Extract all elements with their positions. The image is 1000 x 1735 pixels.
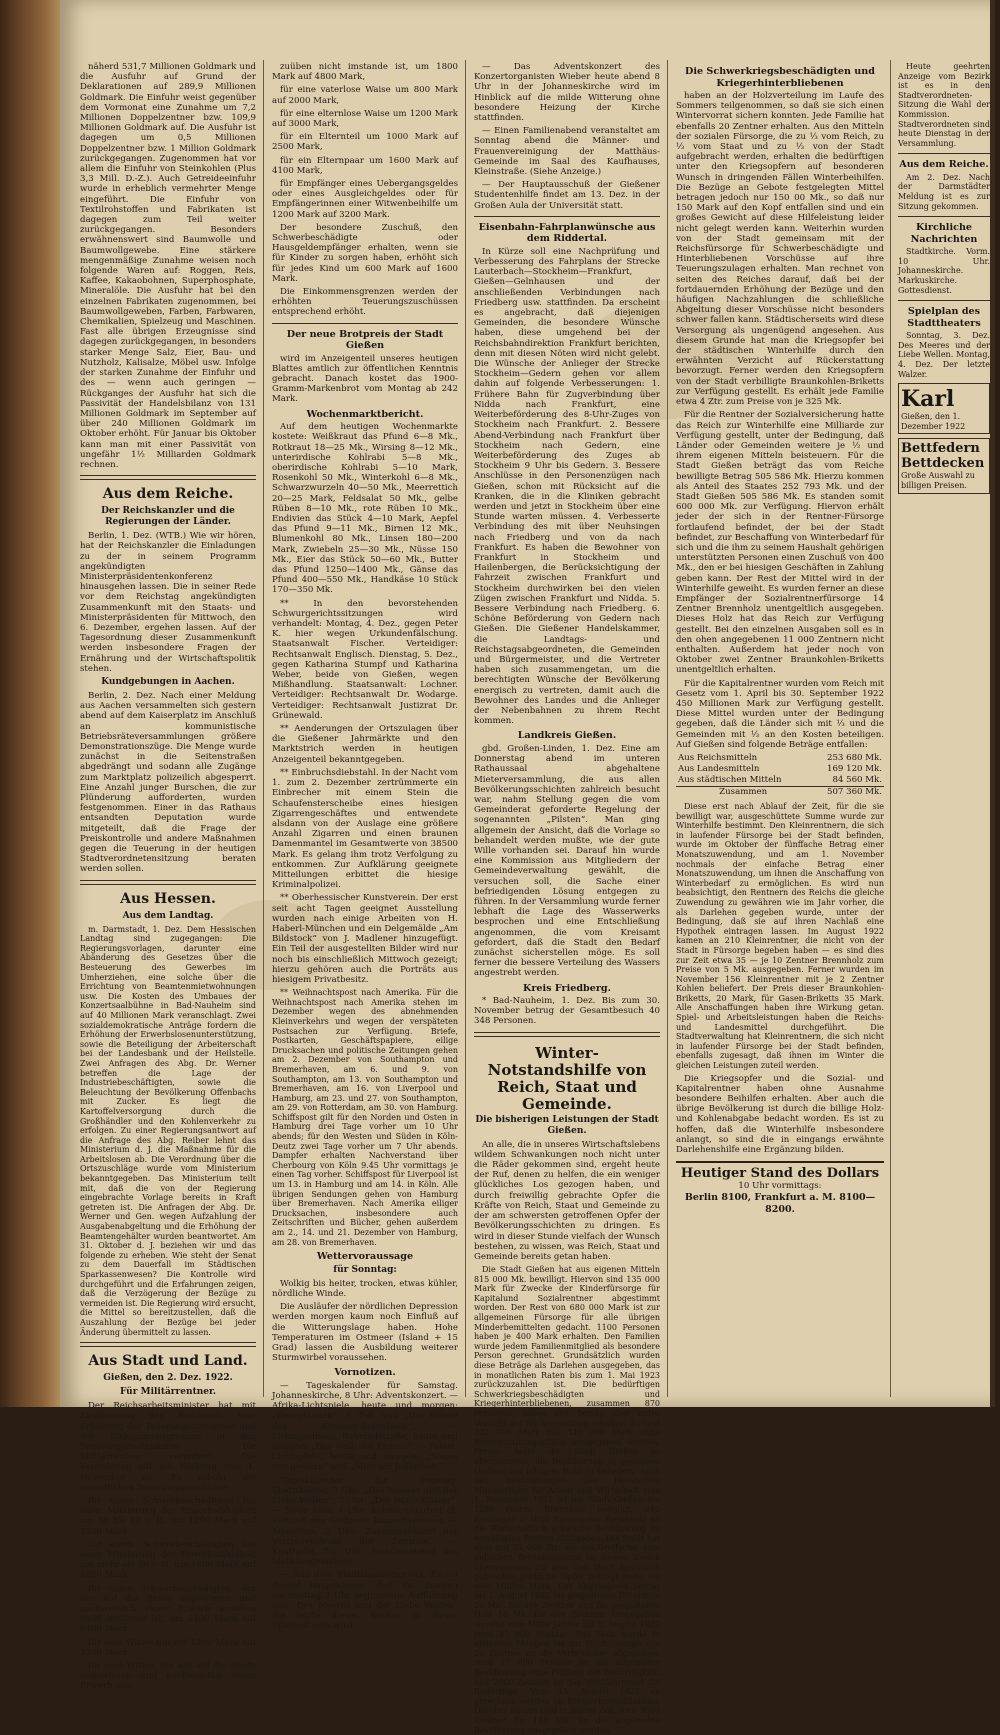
column-rule [263,60,264,1397]
dollar-rate-time: 10 Uhr vormittags: [738,1181,822,1192]
article-tageskalender-samstag: — Tageskalender für Samstag. Johanneskirche, 8 Uhr: Adventskonzert. — Afrika-Lichtspiele, heute und morgen: „Rezeptsaiten“, 5 Teil, und „Die Würde des Kammer-Scharbach“. — Lichtspielhaus, Bahnhofstraße, heute und morgen: „Das Weib des Pharao“. — Palast-Lichtspiele, heute und morgen: „Sonne von gestern“ und „Alles um Jeffischen“. [272,1380,458,1473]
table-cell-label: Aus Reichsmitteln [678,753,758,763]
article-militaerrentner-item: für ein Elternpaar um 1600 Mark auf 4100 Mark, [272,155,458,176]
article-fahrplanwuensche: In Kürze soll eine Nachprüfung und Verbesserung des Fahrplans der Strecke Lauterbach—Stockheim—Frankfurt, Gießen—Gelnhausen und der anschließenden Verbindungen nach Friedberg usw. stattfinden. Da erscheint es angebracht, daß diejenigen Gemeinden, die besondere Wünsche haben, diese umgehend bei der Reichsbahndirektion Frankfurt berichten, denn mit diesen Nöten wird nicht gelebt. Die Wünsche der Anlieger der Strecke Stockheim—Gedern gehen vor allem dahin auf folgende Verbesserungen: 1. Frühere Bahn für Zugverbindung über Nidda nach Frankfurt, eine Weiterbeförderung des 8-Uhr-Zuges von Stockheim nach Frankfurt. 2. Bessere Abend-Verbindung nach Frankfurt über Stockheim nach Gedern, eine Weiterbeförderung des Zuges ab Stockheim 9 Uhr bis Gedern. 3. Bessere Anschlüsse in den Personenzügen nach Gießen, schon mit Rücksicht auf die Kranken, die in die Kliniken gebracht werden und jetzt in Stockheim über eine Stunde warten müssen. 4. Verbesserte Verbindung des mit über Neuhsingen nach Friedberg und von da nach Frankfurt. Es haben die Bewohner von Frankfurt in Stockheim und Hailenbergen, die Berücksichtigung der Fahrzeit zwischen Frankfurt und Stockheim durchwirken bei den vielen Zügen zwischen Frankfurt und Nidda. 5. Bessere Verbindung nach Friedberg. 6. Schöne Beförderung von Gedern nach Gießen. Die Gießener Handelskammer, die Landtags- und Reichstagsabgeordneten, die Gemeinden und Bürgermeister, und die Vertreter haben sich zusammengetan, um die berechtigten Wünsche der Bevölkerung energisch zu vertreten, damit auch die Bewohner des Landes und die Anlieger der Nebenbahnen zu ihrem Recht kommen. [474,246,660,727]
article-weihnachtspost: ** Weihnachtspost nach Amerika. Für die Weihnachtspost nach Amerika stehen im Dezember wegen des abnehmenden Kleinverkehrs und wegen der verspäteten Postsachen zur Verfügung. Briefe, Postkarten, Geschäftspapiere, eilige Drucksachen und politische Zeitungen gehen am 2. Dezember von Southampton und Bremerhaven, am 6. und 9. von Southampton, am 13. von Southampton und Bremerhaven, am 16. von Liverpool und Hamburg, am 23. und 27. von Southampton, am 29. von Rotterdam, am 30. von Hamburg. Schiffspost gilt für den Norden und Osten in Hamburg drei Tage vorher um 10 Uhr abends; für den Westen und Süden in Köln-Deutz zwei Tage vorher um 7 Uhr abends. Dampfer erhalten Nachverstand über Cherbourg von Köln 9.45 Uhr vormittags je einen Tag vorher. Schiffspost für Liverpool ist um 13. in Hamburg und am 14. in Köln. Alle übrigen Sendungen gehen von Hamburg über Bremerhaven. Nach Amerika eiliger Drucksachen, insbesondere auch Zeitschriften und Bücher, gehen außerdem am 2., 14. und 21. Dezember von Hamburg, am 28. von Bremerhaven. [272,988,458,1247]
article-winterhilfe-stadt: Die Stadt Gießen hat aus eigenen Mitteln 815 000 Mk. bewilligt. Hiervon sind 135 000 Mark für Zwecke der Kinderfürsorge für Kapitalund Sozialrentner abgestimmt worden. Der Rest von 680 000 Mark ist zur allgemeinen Fürsorge für alle übrigen Minderbemittelten gedacht. 1100 Personen haben je 400 Mark erhalten. Den Familien wurde jedem Familienmitglied als besondere Person gerechnet. Grundsätzlich wurden diese Beträge als Darlehen ausgegeben, das in monatlichen Raten bis zum 1. Mai 1923 zurückzuzahlen ist. Die bedürftigen Schwerkriegsbeschädigten und Kriegerhinterbliebenen, zusammen 870 Personen, haben den Betrag aber unter Verzicht auf Rückerstattung erhalten. Es sind 332 000 Mark mit 348 000 Mark ohne Rückerstattungspflicht ausgegeben worden. Ferner hatte die Stadt Gießen es übernommen, die Bevölkerung in gewissem Umfang mit billigem Holz zu beliefern. Auch den Bestimmungen des Hessischen Ministeriums für Arbeit und Wirtschaft vom 1. November 1921 ist die Stadt Gießen bei 1280 Festm. Brennholz beteiligt, 640 Festmeter = 1050 Raummeter Brennholz an die Wirtschaftlich schwache Bevölkerung zu ermäßigten Preisen abzugeben. Die Stadt hat aber nur 31 000 Ztr., als das Dreifache, zum jüdischen Brennholzstand zu diesem Zweck übernommen. Zu dem der Stadt hierdurch gebrachte geldliche Opfer beträgt mehr als eine Million Mark. Der Abgabepreis betrug bis 1. August 1922 für gespaltenes Brennholz 20 Mk., für den Zentner und für gespaltenes Holz 18 Mk. für den Zentner. Ausgegeben wurden vom Mitte Januar bis 1. August 1922 rund 41 000 Zentner. Das Holz wurde in kleineren Mengen bis zur Höchstmenge von 20 Zentner an die Verbraucher abgegeben, rund 17 000 Zentner an die allgemeine Bevölkerung ohne Prüfung der Bedürftigkeit, und 2000 Zentner an das Wohlfahrtsamt für Bedürftige. Vom 15. August 1922 ab gerechnet werden an Kriegerhinterbliebene, Darüber hinaus sind in letzter Zeit noch 3600 Zentner für 140 Mk. an die allgemeine Bevölkerung ausgegeben worden. [474,1265,660,1735]
dollar-rate-box [676,1161,884,1216]
article-sozialrentner: Für die Rentner der Sozialversicherung hatte das Reich zur Winterhilfe eine Milliarde zur Verfügung gestellt, unter der Bedingung, daß Länder oder Gemeinden weitere je ½ und ihrem eigenen Mitteln beisteuern. Für die Stadt Gießen beträgt das vom Reiche bewilligte Betrag 505 586 Mk. Hierzu kommen als Anteil des Staates 252 793 Mk. und der Stadt Gießen 505 586 Mk. Es standen somit 600 000 Mk. zur Verfügung. Hiervon erhält jeder der sich in der Rentner-Fürsorge fortlaufend befindet, der bei der Stadt befindet, zur Beschaffung von Winterbedarf für sich und die ihm zu seinem Haushalt gehörigen unterstützten Personen einen Zuschuß von 400 Mk., den er bei hiesigen Geschäften in Zahlung geben kann. Der Rest der Mittel wird in der Winterhilfe geweiht. Es wurden ferner an diese Empfänger der Sozialrentnerfürsorge 14 Zentner Brennholz unentgeltlich ausgegeben. Dieses Holz hat das Reich zur Verfügung gestellt. Bei den einzelnen Ausgaben soll es in den ohen angegebenen 11 000 Zentnern nicht enthalten. Außerdem hat jeder noch von Oktober zwei Zentner Braunkohlen-Briketts unentgeltlich erhalten. [676,410,884,676]
article-einbruch: ** Einbruchsdiebstahl. In der Nacht vom 1. zum 2. Dezember zertrümmerte ein Einbrecher mit einem Stein die Schaufensterscheibe eines hiesigen Zigarrengeschäftes und entwendete alsdann von der Auslage eine größere Anzahl Zigarren und einen braunen Damenmantel im Gesamtwerte von 38500 Mark. Es gelang ihm trotz Verfolgung zu entkommen. Zur Aufklärung geeignete Mitteilungen erbittet die hiesige Kriminalpolizei. [272,767,458,891]
heading-aus-dem-reiche: Aus dem Reiche. [102,486,234,503]
ad-headline: Bettfedern Bettdecken [901,441,985,472]
table-cell-value: 169 120 Mk. [826,764,882,774]
divider [898,300,990,301]
subheading-aachen: Kundgebungen in Aachen. [101,676,235,687]
dollar-rate-values: Berlin 8100, Frankfurt a. M. 8100—8200. [684,1192,876,1216]
table-row [676,775,884,787]
dateline: Gießen, den 2. Dez. 1922. [103,1373,233,1384]
table-total-row [676,787,884,799]
article-militaerrentner-item: für eine Witwe, die nur auf die Rente angewiesen und nachweislich einen Erwerb aus- [80,1661,256,1692]
book-binding [0,0,60,1407]
table-cell-label: Aus Landesmitteln [678,764,760,774]
heading-kreis-friedberg: Kreis Friedberg. [523,982,611,994]
divider [80,475,256,480]
divider [80,1342,256,1347]
article-schwurgericht: ** In den bevorstehenden Schwurgerichtssitzungen wird verhandelt: Montag, 4. Dez., gegen Peter K. hier wegen Urkundenfälschung. Staatsanwalt Fischer. Verteidiger: Rechtsanwalt Englisch. Dienstag, 5. Dez., gegen Katharina Stumpf und Katharina Weber, beide von Gießen, wegen Mißhandlung. Staatsanwalt: Lochner. Verteidiger: Rechtsanwalt Dr. Wodarge. Verteidiger: Rechtsanwalt Justizrat Dr. Grünewald. [272,598,458,721]
column-3 [474,62,660,1735]
subheading-landtag: Aus dem Landtag. [122,910,214,921]
divider [474,216,660,217]
article-berlin: Berlin, 1. Dez. (WTB.) Wie wir hören, hat der Reichskanzler die Einladungen zu der in seinem Programm angekündigten Ministerpräsidentenkonferenz hinausgehen lassen. Die in seiner Rede vor dem Reichstag angekündigten Zusammenkunft mit den Staats- und Ministerpräsidenten für Mittwoch, den 6. Dezember, ergehen lassen. Auf der Tagesordnung dieser Zusammenkunft werden insbesondere Fragen der Ernährung und der Wirtschaftspolitik stehen. [80,531,256,674]
advertisement [898,383,990,434]
budget-table [676,753,884,798]
heading-aus-hessen: Aus Hessen. [120,890,216,907]
article-landtag: m. Darmstadt, 1. Dez. Dem Hessischen Landtag sind zugegangen: Die Regierungsvorlagen, darunter eine Abänderung des Gesetzes über die Besteuerung des Gewerbes im Umherziehen, eine solche über die Errichtung von Beamtenmietwohnungen usw. Die Kosten des Umbaues der Konzertsaalbühne in Bad-Nauheim sind auf 40 Millionen Mark veranschlagt. Zwei sozialdemokratische Anträge fordern die Erhöhung der Erwerbslosenunterstützung, sowie die Beteiligung der Arbeiterschaft bei der Landesbank und der Heilstelle. Zwei Anfragen des Abg. Dr. Werner betreffen die Lage der Industriebeschäftigten, sowie die Beleuchtung der Bevölkerung Offenbachs mit Zucker. Es liegt die Kartoffelversorgung durch die Großhändler und den Kohlenverkehr zu erfolgen. Zu einer Regierungsantwort auf die Anfrage des Abg. Reiber lehnt das Ministerium d. J. die Maßnahme für die Arbeitslosen ab. Die Verordnung über die Ortszuschläge wurde vom Ministerium bekanntgegeben. Das Ministerium teilt mit, daß die von der Regierung eingebrachte Vorlage bereits in Kraft getreten ist. Die Anfragen der Abg. Dr. Werner und Gen. wegen Aufzahlung der Ausgabenabgeltung und die Erhöhung der Beamtengehälter wurden beantwortet. Am 31. Oktober d. J. beziehen wir und das folgende zu erheben. Wie steht der Senat zu dem Dauerfall im Städtischen Sparkassenwesen? Die Kontrolle wird durchgeführt und die Erfahrungen zeigen, daß die Verzögerung der Bezüge zu vermeiden ist. Die Regierung wird ersucht, die Mittel so bereitzustellen, daß die Auszahlung der Bezüge bei jeder Änderung übermittelt zu lassen. [80,924,256,1337]
article-kriegsopfer: Die Kriegsopfer und die Sozial- und Kapitalrentner haben ohne Ausnahme besondere Beihilfen erhalten. Aber auch die übrige Bevölkerung ist durch die billige Holz- und Kohlenabgabe bedacht worden. Es ist zu hoffen, daß die Winterhilfe insbesondere anlangt, so sind die in eingangs erwähnte Darlehenshilfe eine Ergänzung bilden. [676,1073,884,1156]
divider [474,1032,660,1037]
table-cell-label: Aus städtischen Mitteln [678,775,782,785]
table-cell-label: Zusammen [676,787,810,799]
column-5 [898,62,990,1399]
article-stadttheater: — Aus dem Stadttheaterbureau. Es sei darauf hingewiesen, daß die morgen nachmittag 3 Uhr beginnende Aufführung von „Des Meeres und der Liebe Wellen“ die letzte dieses Werkes in dieser Spielzeit sein wird. [272,1570,458,1632]
table-row [676,753,884,764]
divider [898,153,990,154]
article-schwerkriegsbeschaedigte: haben an der Holzverteilung im Laufe des Sommers teilgenommen, so daß sie sich einen Wintervorrat sichern konnten. Jede Familie hat ebenfalls 20 Zentner erhalten. Aus den Mitteln der sozialen Fürsorge, die zu ⅓ vom Reich, zu ⅓ vom Staat und zu ⅓ von der Stadt aufgebracht werden, erhalten die bedürftigen unter den Kriegsopfern auf besonderen Wunsch in dringenden Fällen Winterbeihilfen. Die Bezüge an Gebote festgelegten Mittel betragen jedoch nur 150 00 Mk., so daß nur 150 Mark auf den Kopf entfallen sind und ein großes Gewicht auf diese Hilfeleistung leider nicht gelegt werden kann. Weiterhin wurden von der Stadt gemeinsam mit der Reichsfürsorge für Schwerbeschädigte und Hinterbliebenen Vorschüsse auf ihre Teuerungszulagen erhalten. Man rechnet von seiten des Reiches darauf, daß bei der fortdauernden Erhöhung der Bezüge und den häufigen Nachzahlungen die schließliche Abgeltung dieser Vorschüsse nicht besonders schwer fallen kann. Städtischerseits wird diese Versorgung als ungenügend angesehen. Aus diesem Grunde hat man die Kriegsopfer bei der städtischen Winterhilfe durch den erwähnten Verzicht auf Rückerstattung bevorzugt. Ferner werden den Kriegsopfern von der Stadt verbilligte Braunkohlen-Briketts zur Verfügung gestellt. Es erhält jede Familie etwa 4 Ztr. zum Preise von je 325 Mk. [676,91,884,408]
column-4 [676,62,884,1399]
article-kunstverein: ** Oberhessischer Kunstverein. Der erst seit acht Tagen geeignet Ausstellung wurden nach einige Arbeiten von H. Haberl-München und ein Delgemälde „Am Bildstock“ von J. Madlener hinzugefügt. Ein Teil der ausgestellten Bilder wird nur noch bis einschließlich Mittwoch gezeigt; hierzu gehören auch die Porträts aus hiesigem Privatbesitz. [272,893,458,985]
heading-vornotizen: Vornotizen. [334,1367,396,1379]
column-rule [465,60,466,1397]
page-edge [990,0,995,1407]
heading-winter-notstandshilfe: Winter-Notstandshilfe von Reich, Staat und Gemeinde. [487,1043,647,1113]
heading-schwerkriegsbeschaedigte: Die Schwerkriegsbeschädigten und Kriegerhinterbliebenen [685,66,875,89]
article-militaerrentner-item: für Empfänger eines Uebergangsgeldes oder eines Ausgleichgeldes oder für Empfängerinnen einer Witwenbeihilfe um 1200 Mark auf 3200 Mark. [272,179,458,220]
heading-fahrplanwuensche: Eisenbahn-Fahrplanwünsche aus dem Riddertal. [478,221,656,245]
heading-fragment: Aus dem Reiche. [899,159,989,171]
heading-spielplan: Spielplan des Stadttheaters [907,306,981,329]
article-militaerrentner-item: für ein Elternteil um 1000 Mark auf 2500 Mark, [272,132,458,153]
article-militaerrentner-item: Die Einkommensgrenzen werden der erhöhten Teuerungszuschüssen entsprechend erhöht. [272,287,458,318]
article-militaerrentner-item: für einen Schwerbeschädigten bei einer Minderung der Erwerbsfähigkeit um 50 bis 80 v. H. um 1200 Mark auf 3200 Mark, [80,1495,256,1537]
article-bad-nauheim: * Bad-Nauheim, 1. Dez. Bis zum 30. November betrug der Gesamtbesuch 40 348 Personen. [474,996,660,1027]
article-kapitalrentner: Für die Kapitalrentner wurden vom Reich mit Gesetz vom 1. April bis 30. September 1922 450 Millionen Mark zur Verfügung gestellt. Diese Mittel wurden unter der Bedingung gegeben, daß die Länder sich mit ⅓ und die Gemeinden mit ⅓ an den Kosten beteiligen. Auf Gießen sind folgende Beträge entfallen: [676,678,884,750]
article-winterhilfe: An alle, die in unseres Wirtschaftslebens wildem Schwankungen noch nicht unter die Räder gekommen sind, ergeht heute der Ruf, denen zu helfen, die ein weniger glückliches Los gezogen haben, und durch freiwillig gebrachte Opfer die Kräfte von Reich, Staat und Gemeinde zu der am schwersten getroffenen Opfer der Bevölkerungsschichten zu dringen. Es wird in dieser Stunde vielfach der Wunsch bestehen, zu wissen, was Reich, Staat und Gemeinde bereits getan haben. [474,1139,660,1262]
advertisement [898,438,990,493]
article-wochenmarkt: Auf dem heutigen Wochenmarkte kostete: Weißkraut das Pfund 6—8 Mk., Rotkraut 18—25 Mk., Wirsing 8—12 Mk., unterirdische Kohlrabi 5—8 Mk., oberirdische Kohlrabi 5—10 Mark, Rosenkohl 50 Mk., Winterkohl 6—8 Mk., Schwarzwurzeln 40—50 Mk., Meerrettich 20—25 Mark, Feldsalat 50 Mk., gelbe Rüben 8—10 Mk., rote Rüben 10 Mk., Endivien das Stück 4—10 Mark, Aepfel das Pfund 9—11 Mk., Birnen 12 Mk., Blumenkohl 80 Mk., Linsen 180—200 Mark, Zwiebeln 25—30 Mk., Nüsse 150 Mk., Eier das Stück 50—60 Mk., Butter das Pfund 1250—1400 Mk., Gänse das Pfund 400—550 Mk., Handkäse 10 Stück 170—350 Mk. [272,422,458,596]
article-studentenhilfe: — Der Hauptausschuß der Gießener Studentenhilfe findet am 13. Dez. in der Großen Aula der Universität statt. [474,180,660,211]
article-kleinrentner: Diese erst nach Ablauf der Zeit, für die sie bewilligt war, ausgeschüttete Summe wurde zur Winterhilfe bestimmt. Den Kleinrentnern, die sich in laufender Fürsorge bei der Stadt befinden, wurde im Oktober der fünffache Betrag einer Monatszuwendung, und am 1. November nochmals der einfache Betrag einer Monatszuwendung, um ihnen die Anschaffung von Winterbedarf zu ermöglichen. Es wird nun beabsichtigt, den Rentnern des Reichs die gleiche Zuwendung zu gewähren wie im Jahr vorher, die als Darlehen gegeben wurde, unter der Bedingung, daß sie auf ihren Nachlaß eine Hypothek eintragen lassen. Im August 1922 kamen an 210 Kleinrentner, die nicht von der Stadt in Fürsorge begeben haben — es sind dies zur Zeit etwa 35 — je 10 Zentner Brennholz zum Preise von 5 Mk. ausgegeben. Ferner wurden im November 156 Kleinrentner mit je 2 Zentner Kohlen beliefert. Der Preis dieser Braunkohlen-Briketts, 20 Mark, für Gasen-Briketts 35 Mark. Alle Anschaffungen haben ihre Wirkung getan. Spiel- und Arbeitsleistungen haben die Reichs- und Landesmittel durchgeführt. Die Stadtverwaltung hat Kleinrentnern, die sich nicht in laufender Fürsorge bei der Stadt befinden, ebenfalls zugesagt, daß ihnen im Winter die gleichen Leistungen zuteil werden. [676,802,884,1071]
heading-wettervoraussage: Wettervoraussage [316,1251,414,1263]
article-ortszulagen: ** Aenderungen der Ortszulagen über die Gießener Jahrmärkte und den Marktstrich werden in heutigen Anzeigenteil bekanntgegeben. [272,724,458,765]
article-familienabend: — Einen Familienabend veranstaltet am Sonntag abend die Männer- und Frauenvereinigung der Matthäus-Gemeinde im Saal des Kaufhauses, Kleinstraße. (Siehe Anzeige.) [474,126,660,178]
divider [272,323,458,324]
heading-landkreis-giessen: Landkreis Gießen. [517,730,617,742]
subheading-sonntag: für Sonntag: [333,1264,397,1275]
article-militaerrentner-item: für eine vaterlose Waise um 800 Mark auf 2000 Mark, [272,85,458,106]
article-militaerrentner-item: für einen Schwerbeschädigten, der nur auf die Rente angewiesen und nachweislich einen Erwerb ausüben nicht imstande ist, um 2400 Mark auf 6400 Mark, [80,1583,256,1635]
heading-kirchliche-nachrichten: Kirchliche Nachrichten [910,222,978,245]
column-rule [667,60,668,1397]
article-militaerrentner-item: für einen Schwerbeschädigten bei einer Minderung der Erwerbsfähigkeit um mehr als 80 v. H. um 1600 Mark auf 4800 Mark, [80,1539,256,1581]
ad-text: Gießen, den 1. Dezember 1922 [901,412,966,431]
subheading-militaerrentner: Für Militärrentner. [119,1387,217,1398]
article-militaerrentner-item: Der besondere Zuschuß, den Schwerbeschädigte oder Hausgeldempfänger erhalten, wenn sie für Kinder zu sorgen haben, erhöht sich für jedes Kind um 600 Mark auf 1600 Mark. [272,222,458,284]
table-cell-value: 253 680 Mk. [826,753,882,763]
article-militaerrentner-cont: zuüben nicht imstande ist, um 1800 Mark auf 4800 Mark, [272,62,458,83]
article-landkreis: gbd. Großen-Linden, 1. Dez. Eine am Donnerstag abend im unteren Rathaussaal abgehaltene Mieterversammlung, die aus allen Bevölkerungsschichten zahlreich besucht war, nahm Stellung gegen die vom Gemeinderat geforderte Regelung der sogenannten „Pilsten“. Man ging allgemein der Ansicht, daß die Vorlage so behandelt werden mußte, wie der gute Wille vorhanden sei. Darauf hin wurde eine Kommission aus Mitgliedern der Gemeindeverwaltung gewählt, die versuchen soll, die Sache einer befriedigenden Lösung entgegen zu führen. In der Versammlung wurde ferner lebhaft die Lage des Wasserwerks besprochen und eine Entschließung angenommen, die vom Kreisamt gefordert, daß die Stadt den Bedarf zunächst sicherstellen möge. Es soll ferner die bessere Verteilung des Wassers angestrebt werden. [474,743,660,979]
newspaper-page [60,0,995,1735]
heading-stadt-und-land: Aus Stadt und Land. [88,1353,248,1370]
ad-text: Große Auswahl zu billigen Preisen. [901,471,975,490]
article-trade-balance: näherd 531,7 Millionen Goldmark und die Ausfuhr auf Grund der Deklarationen auf 289,9 Millionen Goldmark. Die Einfuhr weist gegenüber dem Vormonat eine Zunahme um 7,2 Millionen Doppelzentner bzw. 109,9 Millionen Goldmark auf. Die Ausfuhr ist dagegen um 0,5 Millionen Doppelzentner bzw. 1 Million Goldmark zurückgegangen. Zugenommen hat vor allem die Einfuhr von Steinkohlen (Plus 3,3 Mill. D.-Z.). Auch Getreideeinfuhr wurde in erheblich vermehrter Menge eingeführt. Die Einfuhr von Textilrohstoffen und Fabrikaten ist dagegen zum Teil weiter zurückgegangen. Besonders erwähnenswert sind Baumwolle und Baumwollgewebe. Eine stärkere mengenmäßige Zunahme weisen noch folgende Waren auf: Roggen, Reis, Kaffee, Kakaobohnen, Superphosphate, Mineralöle. Die Ausfuhr hat bei den einzelnen Fabrikaten zugenommen, bei Baumwollgeweben, Farben, Farbwaren, Chemikalien, Spielzeug und Maschinen. Fast alle übrigen Erzeugnisse sind dagegen zurückgegangen, in besonders starker Menge Salz, Eier, Bau- und Nutzholz, Kalisalze, Möbel usw. Infolge der starken Zunahme der Einfuhr und des — wenn auch geringen — Rückganges der Ausfuhr hat sich die Passivität der Handelsbilanz von 131 Millionen Goldmark im September auf über 240 Millionen Goldmark im Oktober erhöht. Für Januar bis Oktober kann man mit einer Passivität von ungefähr 1½ Milliarden Goldmark rechnen. [80,62,256,470]
article-tageskalender-sonntag: Tageskalender für Sonntag. Stadttheater, 3 Uhr: „Des Meeres und der Liebe Wellen“; 7 Uhr: „Der letzte Walzer“. — Neue Aula, 4 Uhr: Kehner-Quartett (2. Konzert des Gießener Konzertvereins). — Aquarium, 3 Uhr: Zusammenkunft der Vertrauensleute der Zentrale. — Kaufhalle, 7½ Uhr: Familienabend des Mathäusgemeinde. [272,1475,458,1568]
article-wetter: Wolkig bis heiter, trocken, etwas kühler, nördliche Winde. [272,1278,458,1299]
ad-name: Karl [901,386,955,413]
table-cell-value: 84 560 Mk. [832,775,882,785]
subheading-leistungen: Die bisherigen Leistungen der Stadt Gießen. [475,1114,659,1136]
column-2 [272,62,459,1632]
article-fragment: Stadtkirche. Vorm. 10 Uhr. Johanneskirche. Markuskirche. Gottesdienst. [898,247,990,295]
dollar-rate-title: Heutiger Stand des Dollars [680,1166,880,1182]
divider [898,216,990,217]
article-militaerrentner: Der Reichsarbeitsminister hat mit Zustimmung des Reichsrats eine Erhöhung der Teuerungszuschüsse und der Einkommensgrenzen in den Teuerungsmaßnahmen für Militärrentner verordnet. Die Verordnung gilt mit Wirkung vom 1. November ab. Es erhöht die monatlichen Teuerungszuschüsse: [80,1401,256,1493]
article-adventskonzert: — Das Adventskonzert des Konzertorganisten Wieber heute abend 8 Uhr in der Johanneskirche wird im Hinblick auf die milde Witterung ohne besondere Heizung der Kirche stattfinden. [474,62,660,124]
article-fragment: Heute geehrten Anzeige vom Bezirk ist es in den Stadtverordneten-Sitzung die Wahl der Kommission. Stadtverordneten sind heute Dienstag in der Versammlung. [898,62,990,148]
article-aachen: Berlin, 2. Dez. Nach einer Meldung aus Aachen versammelten sich gestern abend auf dem Kaiserplatz im Anschluß an kommunistische Betriebsräteversammlungen größere Demonstrationszüge. Die Menge wurde zunächst in die Seitenstraßen abgedrängt und sodann alle Zugänge zum Marktplatz polizeilich abgesperrt. Eine Anzahl junger Burschen, die zur Plünderung aufforderten, wurden festgenommen. Einer in das Rathaus entsandten Deputation wurde mitgeteilt, daß die Frage der Preiskontrolle und andere Maßnahmen gegen die Teuerung in der heutigen Stadtverordnetensitzung beraten werden sollen. [80,690,256,875]
heading-brotpreis: Der neue Brotpreis der Stadt Gießen [286,328,444,352]
article-fragment: Sonntag, 3. Dez. Des Meeres und der Liebe Wellen. Montag, 4. Dez. Der letzte Walzer. [898,331,990,379]
article-fragment: Am 2. Dez. Nach der Darmstädter Meldung ist es zur Sitzung gekommen. [898,172,990,211]
column-rule [890,60,891,1397]
column-1 [80,62,256,1692]
table-row [676,764,884,775]
subheading-reichskanzler: Der Reichskanzler und die Regierungen der Länder. [101,506,235,528]
heading-wochenmarkt: Wochenmarktbericht. [306,408,424,420]
article-brotpreis: wird im Anzeigenteil unseres heutigen Blattes amtlich zur öffentlichen Kenntnis gebracht. Danach kostet das 1900-Gramm-Markenbrot vom Montag ab 242 Mark. [272,353,458,405]
divider [80,880,256,885]
article-militaerrentner-item: für eine elternlose Waise um 1200 Mark auf 3000 Mark, [272,108,458,130]
table-cell-value: 507 360 Mk. [810,787,884,799]
article-wetter-detail: Die Ausläufer der nördlichen Depression werden morgen kaum noch Einfluß auf die Witterungslage haben. Hohe Temperaturen im Ostmeer (Island + 15 Grad) lassen die Ausbildung weiterer Sturmwirbel voraussehen. [272,1302,459,1364]
article-militaerrentner-item: für eine Witwe um auf 1200 Mark auf 3200 Mark, [80,1637,256,1658]
